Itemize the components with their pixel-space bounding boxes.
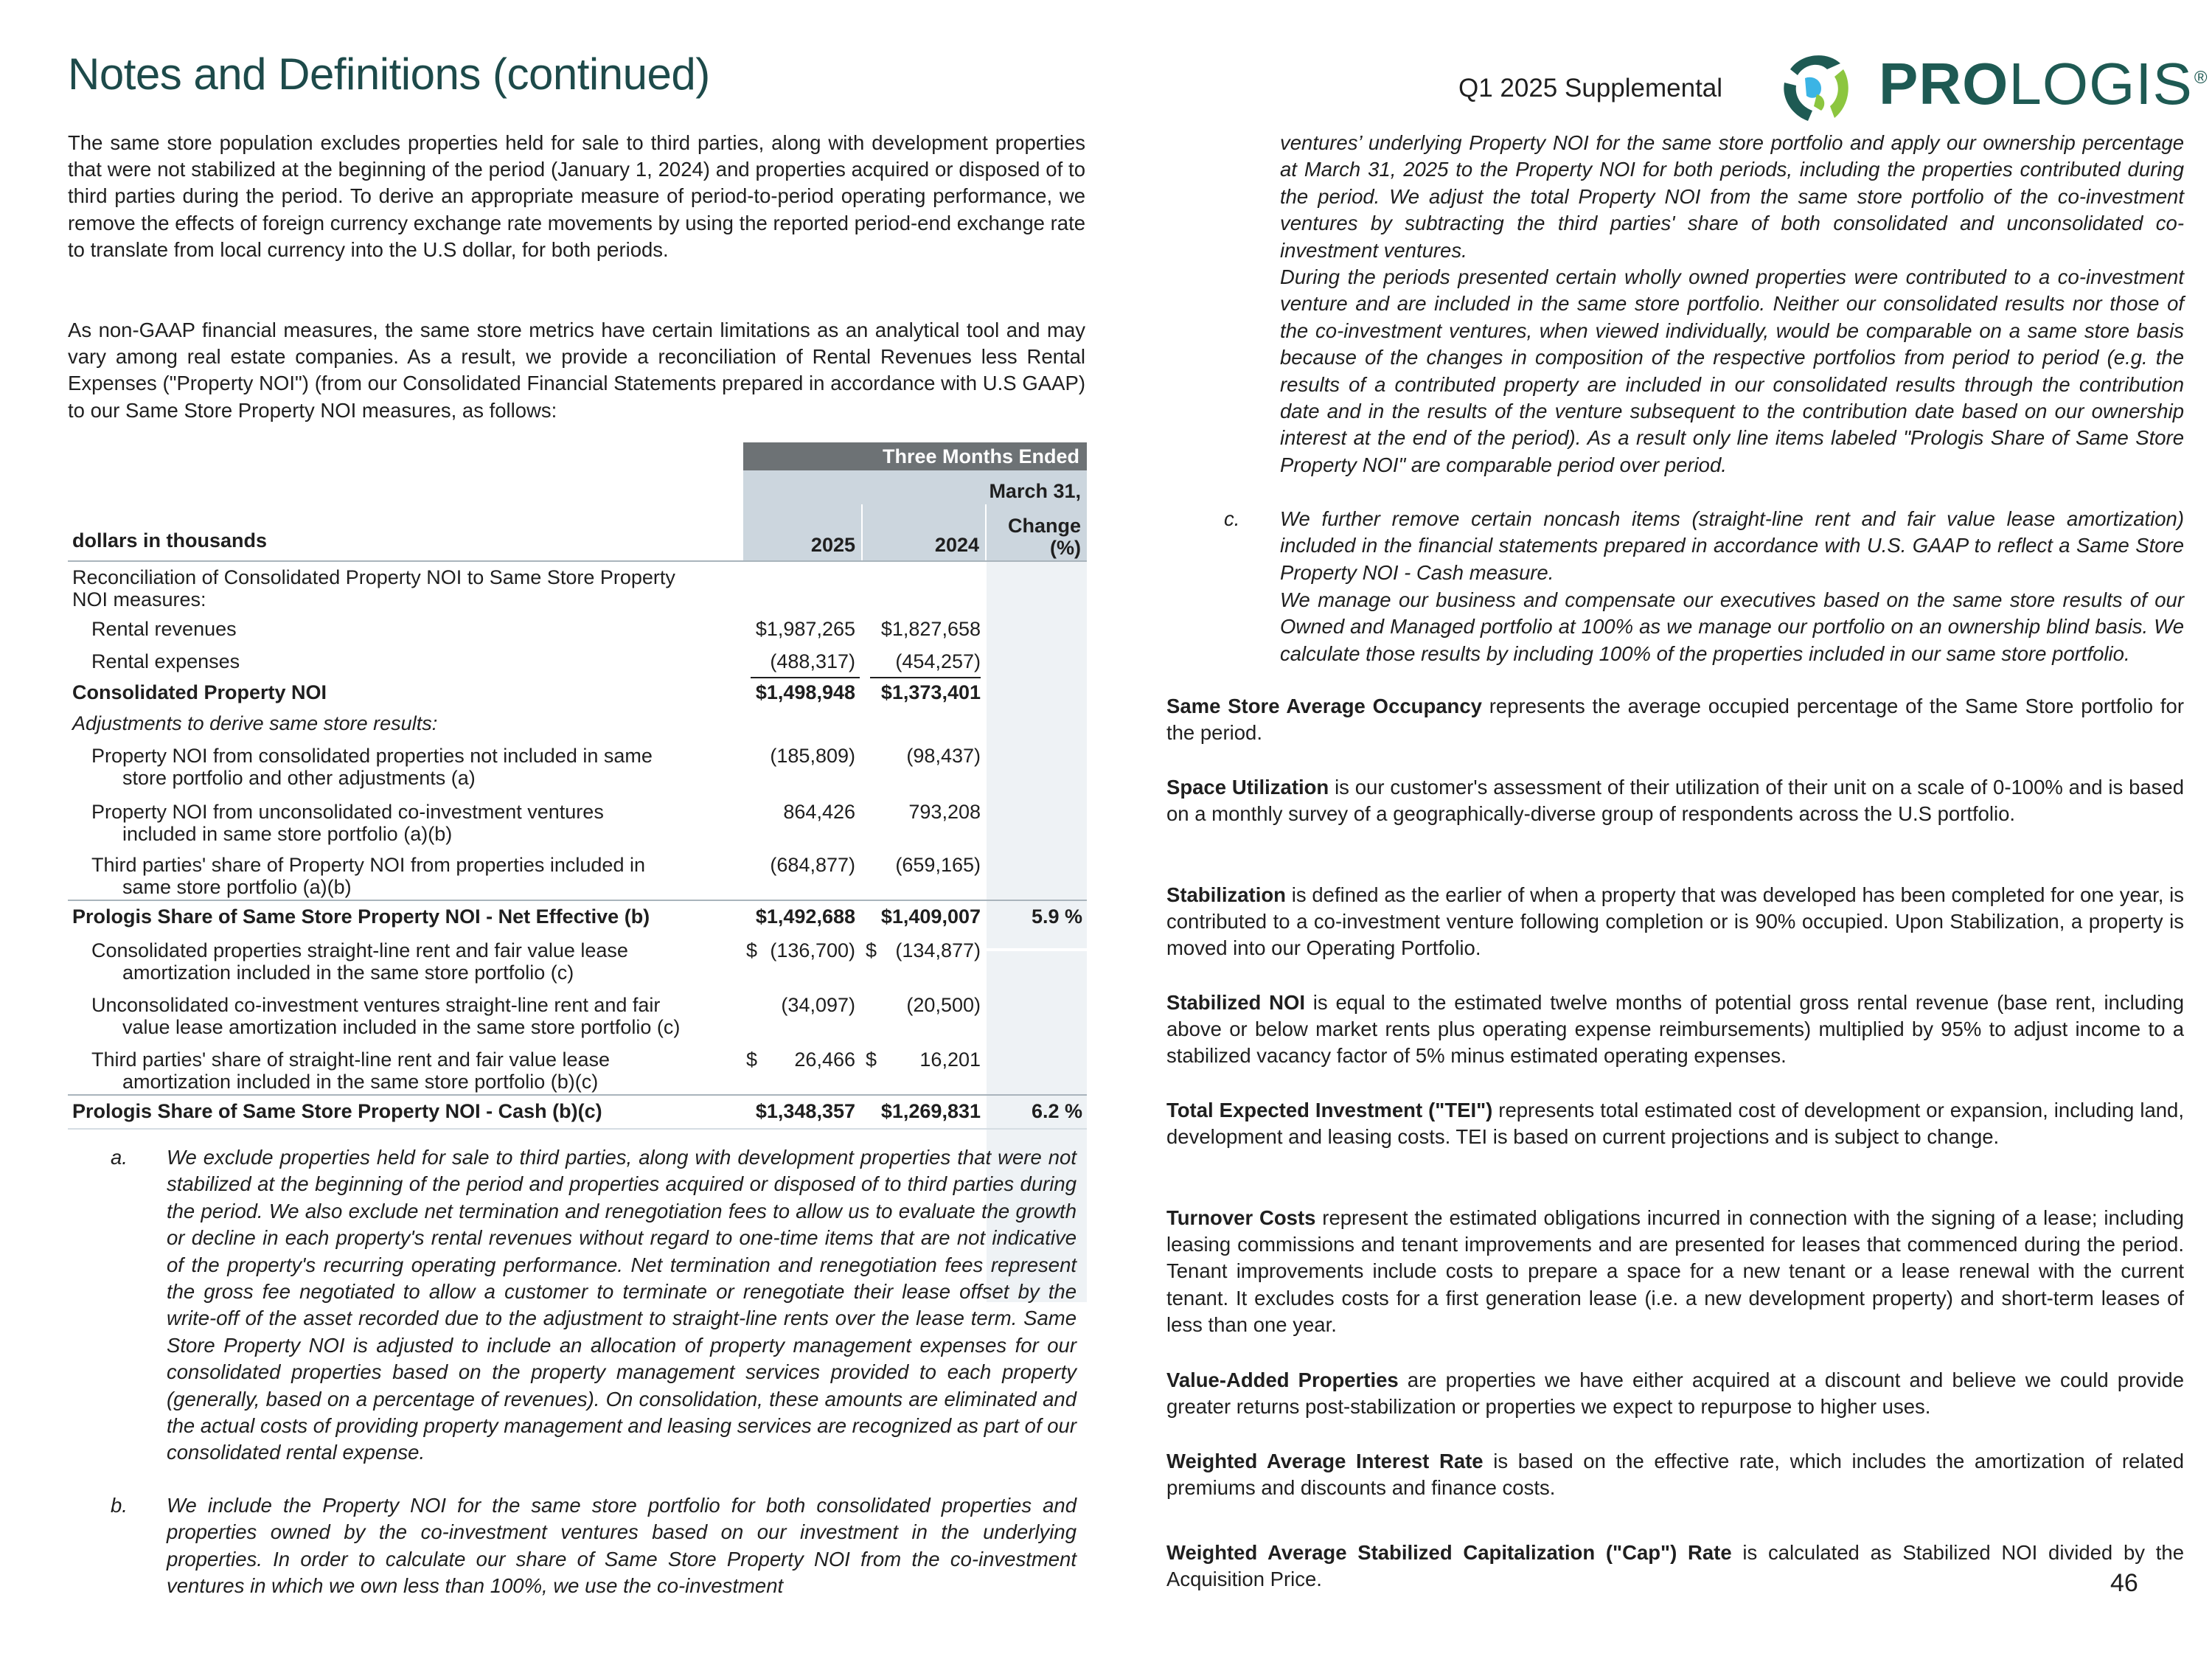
row-label: Prologis Share of Same Store Property NOI - Cash (b)(c) [72, 1100, 602, 1122]
logo-wordmark: PROLOGIS® [1879, 51, 2208, 116]
value-2024: (98,437) [906, 745, 981, 767]
value-2024: (20,500) [906, 994, 981, 1016]
row-label: Third parties' share of straight-line rent and fair value lease amortization included in the same store portfolio (b)(c) [91, 1048, 611, 1093]
row-label: Consolidated properties straight-line rent and fair value lease amortization included in the same store portfolio (c) [91, 939, 628, 984]
page-number: 46 [2110, 1569, 2138, 1597]
value-change: 6.2 % [1031, 1100, 1082, 1122]
definition-cap-rate: Weighted Average Stabilized Capitalization ("Cap") Rate is calculated as Stabilized NOI divided by the Acquisition Price. [1166, 1541, 2185, 1591]
row-label: Property NOI from consolidated properties not included in same store portfolio and other adjustments (a) [91, 745, 653, 789]
footnote-b: We include the Property NOI for the same store portfolio for both consolidated properties and properties owned by the co-investment ventures based on our investment in the underlying properties. In order to calculate our share of Same Store Property NOI from the co-investment ventures in which we own less than 100%, we use the co-investment [167, 1494, 1077, 1598]
value-2025: $ 26,466 [746, 1048, 855, 1071]
value-2024: (454,257) [895, 650, 981, 672]
intro-paragraph-1: The same store population excludes properties held for sale to third parties, along with development properties that were not stabilized at the beginning of the period (January 1, 2024) and properties acquired or disposed of to third parties during the period. To derive an appropriate measure of period-to-period operating performance, we remove the effects of foreign currency exchange rate movements by using the reported period-end exchange rate to translate from local currency into the U.S dollar, for both periods. [68, 131, 1085, 261]
row-label: Unconsolidated co-investment ventures straight-line rent and fair value lease amortization included in the same store portfolio (c) [91, 994, 681, 1038]
col-header-2024: 2024 [863, 504, 985, 560]
value-2024: $1,373,401 [880, 681, 981, 703]
value-2025: (488,317) [770, 650, 855, 672]
table-period-header: March 31, [743, 470, 1087, 504]
footnote-a-letter: a. [111, 1146, 128, 1169]
footnote-c-letter: c. [1224, 507, 1240, 530]
value-change: 5.9 % [1031, 905, 1082, 928]
footnote-b-continued-2: During the periods presented certain wholly owned properties were contributed to a co-investment venture and are included in the same store portfolio. Neither our consolidated results nor those of the co-investment ventures, when viewed individually, would be comparable on a same store basis because of the changes in composition of the respective portfolios from period to period (e.g. the results of a contributed property are included in our consolidated results through the contribution date and in the results of the venture subsequent to the contribution date based on our ownership interest at the end of the period). As a result only line items labeled "Prologis Share of Same Store Property NOI" are comparable period over period. [1280, 265, 2184, 476]
value-2024: $ (134,877) [866, 939, 981, 961]
value-2025: $1,492,688 [755, 905, 855, 928]
footnote-b-continued: ventures’ underlying Property NOI for the same store portfolio and apply our ownership percentage at March 31, 2025 to the Property NOI for both periods, including the properties contributed during the period. We adjust the total Property NOI from the same store portfolio of the co-investment ventures by subtracting the third parties' share of both consolidated and unconsolidated co-investment ventures. [1280, 131, 2184, 262]
row-label: Rental expenses [91, 650, 240, 672]
footnote-a: We exclude properties held for sale to third parties, along with development properties that were not stabilized at the beginning of the period and properties acquired or disposed of to third parties during the period. We also exclude net termination and renegotiation fees to allow us to evaluate the growth or decline in each property's rental revenues without regard to one-time items that are not indicative of the property's recurring operating performance. Net termination and renegotiation fees represent the gross fee negotiated to allow a customer to terminate or renegotiate their lease offset by the write-off of the asset recorded due to the adjustment to straight-line rents over the lease term. Same Store Property NOI is adjusted to include an allocation of property management expenses for our consolidated properties based on the property management services provided to each property (generally, based on a percentage of revenues). On consolidation, these amounts are eliminated and the actual costs of providing property management and leasing services are recognized as part of our consolidated rental expense. [167, 1146, 1077, 1464]
prologis-logo [1775, 47, 2208, 128]
value-2024: (659,165) [895, 854, 981, 876]
row-label: Consolidated Property NOI [72, 681, 327, 703]
globe-icon [1775, 47, 1857, 128]
footnote-b-letter: b. [111, 1494, 128, 1517]
value-2025: $1,498,948 [755, 681, 855, 703]
page-title: Notes and Definitions (continued) [68, 49, 710, 99]
row-label: Adjustments to derive same store results: [72, 712, 438, 734]
value-2024: 793,208 [908, 801, 981, 823]
units-label: dollars in thousands [72, 529, 268, 552]
value-2025: (34,097) [781, 994, 855, 1016]
col-header-change: Change (%) [987, 504, 1087, 560]
value-2025: $ (136,700) [746, 939, 855, 961]
footnote-c-continued: We manage our business and compensate our executives based on the same store results of our Owned and Managed portfolio at 100% as we manage our portfolio on an ownership blind basis. We calculate those results by including 100% of the properties included in our same store portfolio. [1280, 588, 2184, 665]
table-group-header: Three Months Ended [743, 442, 1087, 470]
value-2025: 864,426 [783, 801, 855, 823]
value-2024: $1,269,831 [880, 1100, 981, 1122]
value-2025: (684,877) [770, 854, 855, 876]
definition-tei: Total Expected Investment ("TEI") represents total estimated cost of development or expansion, including land, development and leasing costs. TEI is based on current projections and is subject to change. [1166, 1099, 2184, 1149]
definition-turnover-costs: Turnover Costs represent the estimated obligations incurred in connection with the signing of a lease; including leasing commissions and tenant improvements and are presented for leases that commenced during the period. Tenant improvements include costs to prepare a space for a new tenant or a lease renewal with the current tenant. It excludes costs for a first generation lease (i.e. a new development property) and short-term leases of less than one year. [1166, 1206, 2184, 1336]
footnote-c: We further remove certain noncash items (straight-line rent and fair value lease amortization) included in the financial statements prepared in accordance with U.S. GAAP to reflect a Same Store Property NOI - Cash measure. [1280, 507, 2184, 584]
supplemental-label: Q1 2025 Supplemental [1458, 74, 1723, 102]
value-2025: $1,348,357 [755, 1100, 855, 1122]
definition-stabilization: Stabilization is defined as the earlier of when a property that was developed has been completed for one year, is contributed to a co-investment venture following completion or is 90% occupied. Upon Stabilization, a property is moved into our Operating Portfolio. [1166, 883, 2184, 960]
value-2025: $1,987,265 [755, 618, 855, 640]
row-label: Rental revenues [91, 618, 237, 640]
value-2025: (185,809) [770, 745, 855, 767]
intro-paragraph-2: As non-GAAP financial measures, the same store metrics have certain limitations as an analytical tool and may vary among real estate companies. As a result, we provide a reconciliation of Rental Revenues less Rental Expenses ("Property NOI") (from our Consolidated Financial Statements prepared in accordance with U.S GAAP) to our Same Store Property NOI measures, as follows: [68, 319, 1085, 422]
definition-value-added: Value-Added Properties are properties we have either acquired at a discount and believe we could provide greater returns post-stabilization or properties we expect to repurpose to higher uses. [1166, 1368, 2184, 1419]
definition-weighted-interest-rate: Weighted Average Interest Rate is based on the effective rate, which includes the amortization of related premiums and discounts and finance costs. [1166, 1450, 2184, 1500]
value-2024: $1,409,007 [880, 905, 981, 928]
value-2024: $ 16,201 [866, 1048, 981, 1071]
definition-same-store-occupancy: Same Store Average Occupancy represents the average occupied percentage of the Same Store portfolio for the period. [1166, 695, 2184, 745]
row-label: Third parties' share of Property NOI from properties included in same store portfolio (a)(b) [91, 854, 645, 898]
value-2024: $1,827,658 [880, 618, 981, 640]
row-label: Reconciliation of Consolidated Property NOI to Same Store Property NOI measures: [72, 566, 675, 611]
row-label: Property NOI from unconsolidated co-investment ventures included in same store portfolio (a)(b) [91, 801, 604, 845]
row-label: Prologis Share of Same Store Property NOI - Net Effective (b) [72, 905, 650, 928]
definition-space-utilization: Space Utilization is our customer's assessment of their utilization of their unit on a scale of 0-100% and is based on a monthly survey of a geographically-diverse group of respondents across the U.S portfolio. [1166, 776, 2184, 826]
col-header-2025: 2025 [743, 504, 861, 560]
definition-stabilized-noi: Stabilized NOI is equal to the estimated twelve months of potential gross rental revenue (base rent, including above or below market rents plus operating expense reimbursements) multiplied by 95% to adjust income to a stabilized vacancy factor of 5% minus estimated operating expenses. [1166, 991, 2184, 1068]
